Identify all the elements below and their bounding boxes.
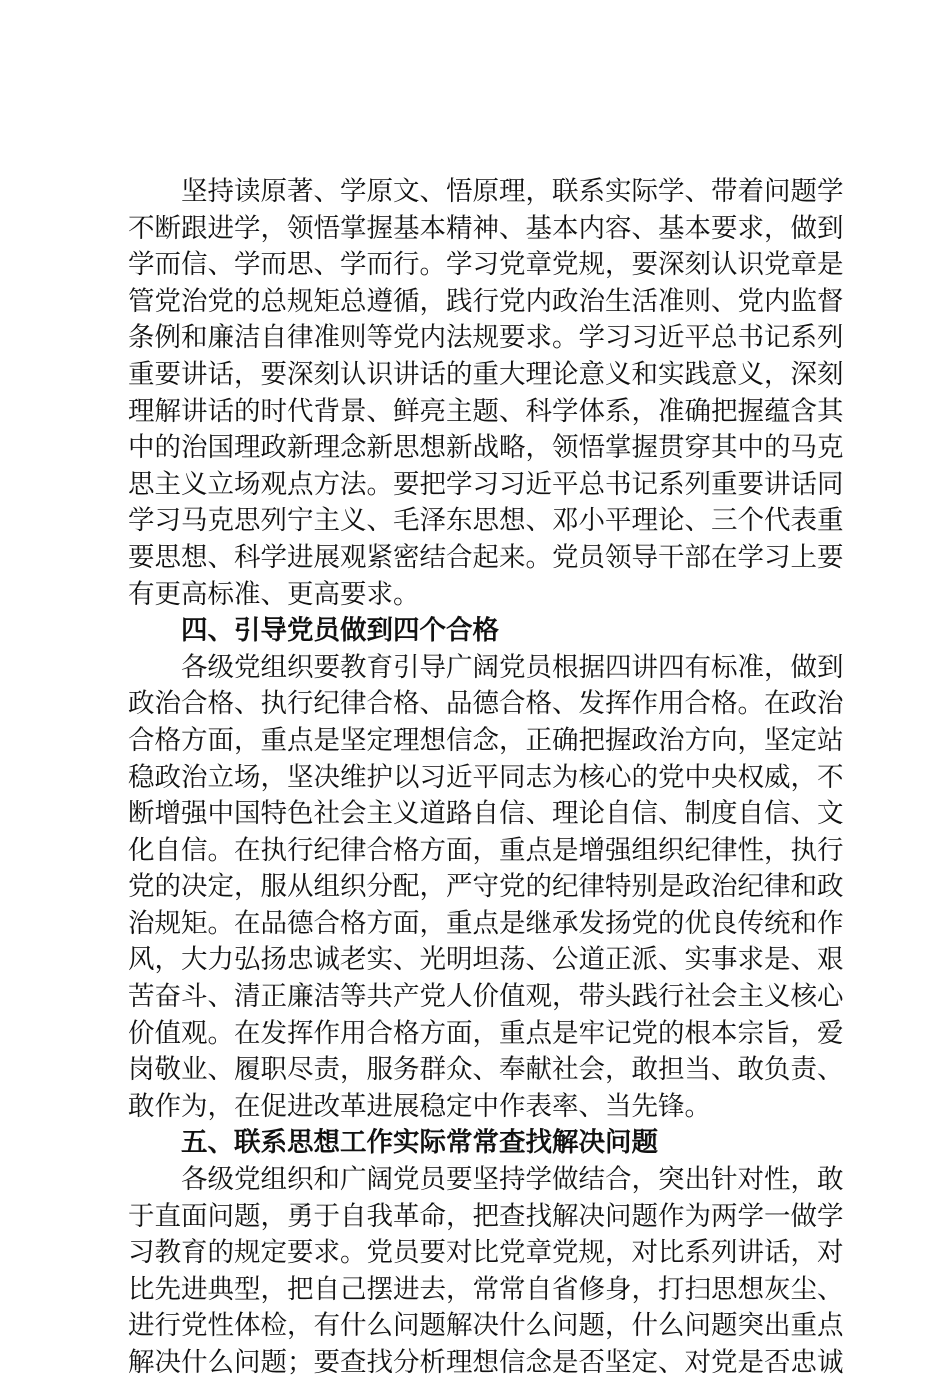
paragraph-line: 化自信。在执行纪律合格方面，重点是增强组织纪律性，执行 <box>128 834 844 866</box>
paragraph-line: 各级党组织要教育引导广阔党员根据四讲四有标准，做到 <box>181 651 844 683</box>
document-body <box>128 174 844 1382</box>
paragraph-line: 解决什么问题；要查找分析理想信念是否坚定、对党是否忠诚 <box>128 1347 844 1378</box>
paragraph-line: 风，大力弘扬忠诚老实、光明坦荡、公道正派、实事求是、艰 <box>128 944 844 976</box>
paragraph-line: 理解讲话的时代背景、鲜亮主题、科学体系，准确把握蕴含其 <box>128 395 844 427</box>
paragraph-line: 坚持读原著、学原文、悟原理，联系实际学、带着问题学 <box>181 176 844 207</box>
paragraph-line: 各级党组织和广阔党员要坚持学做结合，突出针对性，敢 <box>181 1164 844 1196</box>
paragraph-line: 稳政治立场，坚决维护以习近平同志为核心的党中央权威，不 <box>128 761 844 793</box>
paragraph-line: 进行党性体检，有什么问题解决什么问题，什么问题突出重点 <box>128 1310 844 1342</box>
paragraph-line: 管党治党的总规矩总遵循，践行党内政治生活准则、党内监督 <box>128 285 844 317</box>
paragraph-line: 思主义立场观点方法。要把学习习近平总书记系列重要讲话同 <box>128 468 844 500</box>
paragraph-line: 党的决定，服从组织分配，严守党的纪律特别是政治纪律和政 <box>128 871 844 903</box>
paragraph-line: 比先进典型，把自己摆进去，常常自省修身，打扫思想灰尘、 <box>128 1273 844 1305</box>
paragraph-line: 政治合格、执行纪律合格、品德合格、发挥作用合格。在政治 <box>128 688 844 720</box>
paragraph-line: 重要讲话，要深刻认识讲话的重大理论意义和实践意义，深刻 <box>128 358 844 390</box>
paragraph-line: 敢作为，在促进改革进展稳定中作表率、当先锋。 <box>128 1090 711 1122</box>
paragraph-line: 合格方面，重点是坚定理想信念，正确把握政治方向，坚定站 <box>128 724 844 756</box>
paragraph-line: 有更高标准、更高要求。 <box>128 578 420 610</box>
paragraph-line: 苦奋斗、清正廉洁等共产党人价值观，带头践行社会主义核心 <box>128 981 844 1013</box>
paragraph-line: 学习马克思列宁主义、毛泽东思想、邓小平理论、三个代表重 <box>128 505 844 537</box>
paragraph-line: 断增强中国特色社会主义道路自信、理论自信、制度自信、文 <box>128 798 844 830</box>
section-heading: 五、联系思想工作实际常常查找解决问题 <box>181 1127 658 1159</box>
paragraph-line: 岗敬业、履职尽责，服务群众、奉献社会，敢担当、敢负责、 <box>128 1054 844 1086</box>
paragraph-line: 条例和廉洁自律准则等党内法规要求。学习习近平总书记系列 <box>128 322 844 354</box>
paragraph-line: 学而信、学而思、学而行。学习党章党规，要深刻认识党章是 <box>128 249 844 281</box>
paragraph-line: 治规矩。在品德合格方面，重点是继承发扬党的优良传统和作 <box>128 907 844 939</box>
section-heading: 四、引导党员做到四个合格 <box>181 615 499 647</box>
paragraph-line: 习教育的规定要求。党员要对比党章党规，对比系列讲话，对 <box>128 1237 844 1269</box>
paragraph-line: 于直面问题，勇于自我革命，把查找解决问题作为两学一做学 <box>128 1200 844 1232</box>
paragraph-line: 价值观。在发挥作用合格方面，重点是牢记党的根本宗旨，爱 <box>128 1017 844 1049</box>
paragraph-line: 不断跟进学，领悟掌握基本精神、基本内容、基本要求，做到 <box>128 212 844 244</box>
paragraph-line: 中的治国理政新理念新思想新战略，领悟掌握贯穿其中的马克 <box>128 432 844 464</box>
paragraph-line: 要思想、科学进展观紧密结合起来。党员领导干部在学习上要 <box>128 541 844 573</box>
